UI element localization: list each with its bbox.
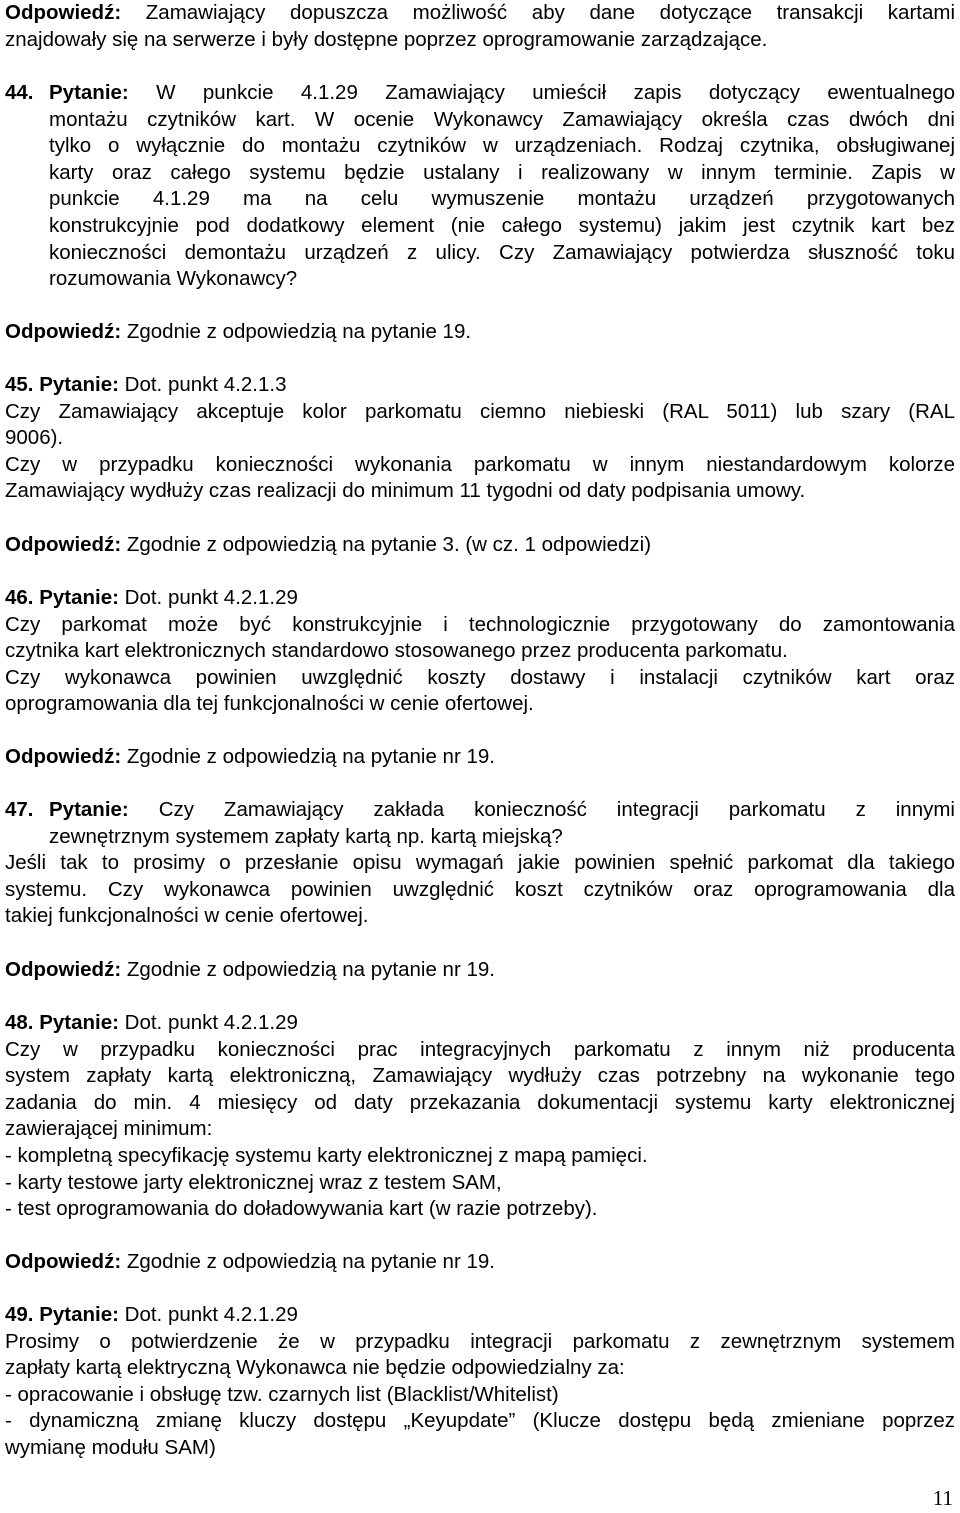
intro-answer-line-1: Odpowiedź: Zamawiający dopuszcza możliwość aby dane dotyczące transakcji kartami — [5, 1, 956, 24]
q49-header: 49. Pytanie: Dot. punkt 4.2.1.29 — [5, 1303, 298, 1326]
q48-line-5: - kompletną specyfikację systemu karty elektronicznej z mapą pamięci. — [5, 1144, 648, 1167]
q46-line-3: Czy wykonawca powinien uwzględnić koszty dostawy i instalacji czytników kart oraz — [5, 665, 955, 689]
q48-line-2: system zapłaty kartą elektroniczną, Zamawiający wydłuży czas potrzebny na wykonanie tego — [5, 1064, 955, 1088]
q44-line-8: rozumowania Wykonawcy? — [49, 267, 298, 291]
question-number: 47. — [5, 798, 34, 821]
q45-answer: Odpowiedź: Zgodnie z odpowiedzią na pytanie 3. (w cz. 1 odpowiedzi) — [5, 533, 652, 556]
q47-line-3: Jeśli tak to prosimy o przesłanie opisu wymagań jakie powinien spełnić parkomat dla takiego — [5, 851, 955, 875]
question-label: Pytanie: — [39, 373, 119, 396]
q44-line-5: punkcie 4.1.29 ma na celu wymuszenie montażu urządzeń przygotowanych — [49, 187, 955, 211]
q48-line-1: Czy w przypadku konieczności prac integracyjnych parkomatu z innym niż producenta — [5, 1037, 955, 1061]
q48-answer: Odpowiedź: Zgodnie z odpowiedzią na pytanie nr 19. — [5, 1250, 495, 1273]
q44-line-6: konstrukcyjnie pod dodatkowy element (nie całego systemu) jakim jest czytnik kart bez — [49, 214, 955, 237]
q48-header: 48. Pytanie: Dot. punkt 4.2.1.29 — [5, 1011, 298, 1034]
q47-line-1: Pytanie: Czy Zamawiający zakłada konieczność integracji parkomatu z innymi — [49, 798, 955, 821]
question-label: Pytanie: — [49, 798, 129, 821]
question-label: Pytanie: — [49, 81, 129, 104]
q48-line-7: - test oprogramowania do doładowywania kart (w razie potrzeby). — [5, 1197, 598, 1221]
q47-line-4: systemu. Czy wykonawca powinien uwzględnić koszt czytników oraz oprogramowania dla — [5, 877, 955, 901]
q45-line-1: Czy Zamawiający akceptuje kolor parkomatu ciemno niebieski (RAL 5011) lub szary (RAL — [5, 399, 955, 423]
answer-label: Odpowiedź: — [5, 1250, 122, 1273]
q45-line-4: Zamawiający wydłuży czas realizacji do minimum 11 tygodni od daty podpisania umowy. — [5, 479, 806, 503]
q47-line-5: takiej funkcjonalności w cenie ofertowej. — [5, 904, 369, 928]
answer-label: Odpowiedź: — [5, 745, 122, 768]
q46-answer: Odpowiedź: Zgodnie z odpowiedzią na pytanie nr 19. — [5, 745, 495, 768]
intro-answer-line-2: znajdowały się na serwerze i były dostępne poprzez oprogramowanie zarządzające. — [5, 27, 768, 51]
question-label: Pytanie: — [39, 1303, 119, 1326]
question-label: Pytanie: — [39, 586, 119, 609]
q48-line-3: zadania do min. 4 miesięcy od daty przekazania dokumentacji systemu karty elektronicznej — [5, 1090, 955, 1114]
answer-label: Odpowiedź: — [5, 1, 122, 24]
q49-line-2: zapłaty kartą elektryczną Wykonawca nie będzie odpowiedzialny za: — [5, 1356, 625, 1380]
question-label: Pytanie: — [39, 1011, 119, 1034]
q45-header: 45. Pytanie: Dot. punkt 4.2.1.3 — [5, 373, 287, 396]
q46-line-2: czytnika kart elektronicznych standardowo stosowanego przez producenta parkomatu. — [5, 639, 788, 663]
q46-line-4: oprogramowania dla tej funkcjonalności w cenie ofertowej. — [5, 692, 534, 716]
q46-header: 46. Pytanie: Dot. punkt 4.2.1.29 — [5, 586, 298, 609]
answer-label: Odpowiedź: — [5, 958, 122, 981]
page-number: 11 — [932, 1486, 953, 1510]
question-number: 44. — [5, 81, 34, 104]
q49-line-1: Prosimy o potwierdzenie że w przypadku integracji parkomatu z zewnętrznym systemem — [5, 1329, 955, 1353]
q44-line-1: Pytanie: W punkcie 4.1.29 Zamawiający umieścił zapis dotyczący ewentualnego — [49, 81, 956, 104]
q48-line-4: zawierającej minimum: — [5, 1117, 213, 1141]
q49-line-3: - opracowanie i obsługę tzw. czarnych list (Blacklist/Whitelist) — [5, 1382, 559, 1406]
q49-line-5: wymianę modułu SAM) — [5, 1436, 216, 1459]
answer-label: Odpowiedź: — [5, 320, 122, 343]
q47-answer: Odpowiedź: Zgodnie z odpowiedzią na pytanie nr 19. — [5, 958, 495, 981]
q44-line-2: montażu czytników kart. W ocenie Wykonawcy Zamawiający określa czas dwóch dni — [49, 107, 955, 131]
q44-line-7: konieczności demontażu urządzeń z ulicy. Czy Zamawiający potwierdza słuszność toku — [49, 240, 955, 264]
answer-label: Odpowiedź: — [5, 533, 122, 556]
q45-line-3: Czy w przypadku konieczności wykonania parkomatu w innym niestandardowym kolorze — [5, 452, 955, 476]
q48-line-6: - karty testowe jarty elektronicznej wraz z testem SAM, — [5, 1170, 502, 1194]
q45-line-2: 9006). — [5, 426, 64, 450]
q44-line-3: tylko o wyłącznie do montażu czytników w urządzeniach. Rodzaj czytnika, obsługiwanej — [49, 134, 955, 158]
q49-line-4: - dynamiczną zmianę kluczy dostępu „Keyupdate” (Klucze dostępu będą zmieniane poprzez — [5, 1409, 955, 1433]
q47-line-2: zewnętrznym systemem zapłaty kartą np. kartą miejską? — [49, 824, 563, 848]
q44-answer: Odpowiedź: Zgodnie z odpowiedzią na pytanie 19. — [5, 320, 472, 343]
q44-line-4: karty oraz całego systemu będzie ustalany i realizowany w innym terminie. Zapis w — [49, 160, 955, 184]
q46-line-1: Czy parkomat może być konstrukcyjnie i technologicznie przygotowany do zamontowania — [5, 612, 955, 636]
